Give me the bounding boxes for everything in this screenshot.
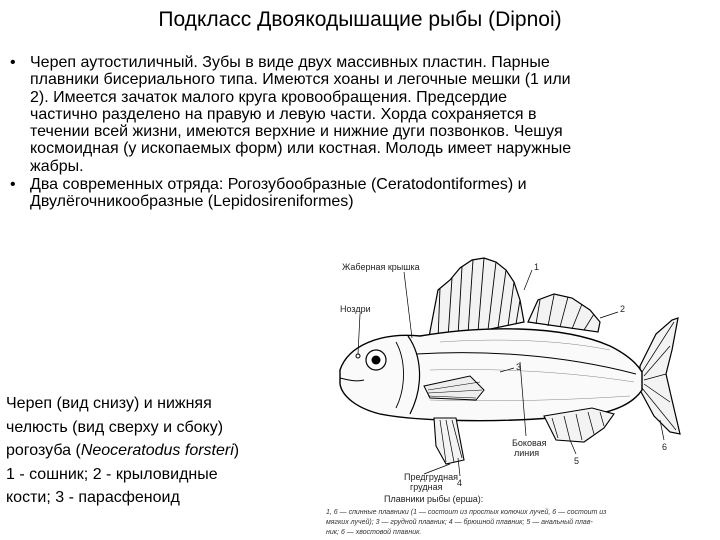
label-num-4: 4: [457, 478, 463, 488]
label-num-2: 2: [620, 304, 626, 314]
label-num-6: 6: [662, 442, 668, 452]
bullet-dot: •: [10, 176, 16, 194]
caption-line: челюсть (вид сверху и сбоку): [6, 418, 224, 436]
bullet-list: [10, 54, 710, 212]
caption-text: рогозуба (: [6, 442, 81, 459]
label-pectoral: Предгрудная: [404, 472, 459, 482]
caudal-fin: [640, 318, 680, 434]
bullet-line: Два современных отряда: Рогозубообразные (Ceratodontiformes) и: [30, 176, 527, 194]
page-title: Подкласс Двоякодышащие рыбы (Dipnoi): [158, 8, 562, 31]
label-num-5: 5: [574, 456, 580, 466]
pelvic-fin: [434, 418, 464, 464]
fins-title: Плавники рыбы (ерша):: [384, 494, 484, 504]
figure-caption: [6, 392, 306, 510]
fish-body: [340, 329, 642, 421]
label-nostrils: Ноздри: [340, 304, 371, 314]
figure-legend-line: ник; 6 — хвостовой плавник.: [326, 529, 422, 536]
bullet-line: Двулёгочникообразные (Lepidosireniformes): [30, 193, 354, 211]
bullet-line: Череп аутостиличный. Зубы в виде двух массивных пластин. Парные: [30, 54, 550, 71]
label-pectoral-2: грудная: [410, 482, 443, 492]
bullet-item-2: [10, 176, 710, 211]
bullet-item-1: [10, 54, 710, 175]
bullet-line: плавники бисериального типа. Имеются хоаны и легочные мешки (1 или: [30, 71, 571, 89]
fish-pupil: [372, 356, 381, 365]
fish-figure: [300, 250, 720, 540]
perch-illustration: [300, 250, 720, 540]
caption-line: 1 - сошник; 2 - крыловидные: [6, 465, 218, 483]
label-num-1: 1: [534, 262, 540, 272]
caption-line: кости; 3 - парасфеноид: [6, 489, 180, 506]
figure-legend-line: 1, 6 — спинные плавники (1 — состоит из простых колючих лучей, 6 — состоит из: [326, 509, 607, 516]
species-name: Neoceratodus forsteri: [80, 442, 234, 459]
label-lateral-line: Боковая: [512, 438, 547, 448]
bullet-line: частично разделено на правую и левую части. Хорда сохраняется в: [30, 105, 537, 123]
bullet-line: течении всей жизни, имеются верхние и нижние дуги позвонков. Чешуя: [30, 123, 563, 141]
bullet-dot: •: [10, 54, 16, 71]
label-lateral-line-2: линия: [514, 448, 540, 458]
figure-legend-line: мягких лучей); 3 — грудной плавник; 4 — брюшной плавник; 5 — анальный плав-: [326, 519, 593, 526]
bullet-line: 2). Имеется зачаток малого круга кровообращения. Предсердие: [30, 88, 508, 106]
bullet-line: жабры.: [30, 157, 84, 175]
caption-line: [6, 439, 306, 463]
label-num-3: 3: [516, 362, 522, 372]
caption-text: ): [233, 442, 240, 459]
caption-line: Череп (вид снизу) и нижняя: [6, 395, 212, 412]
label-gill-cover: Жаберная крышка: [342, 262, 420, 272]
bullet-line: космоидная (у ископаемых форм) или костная. Молодь имеет наружные: [30, 140, 572, 158]
